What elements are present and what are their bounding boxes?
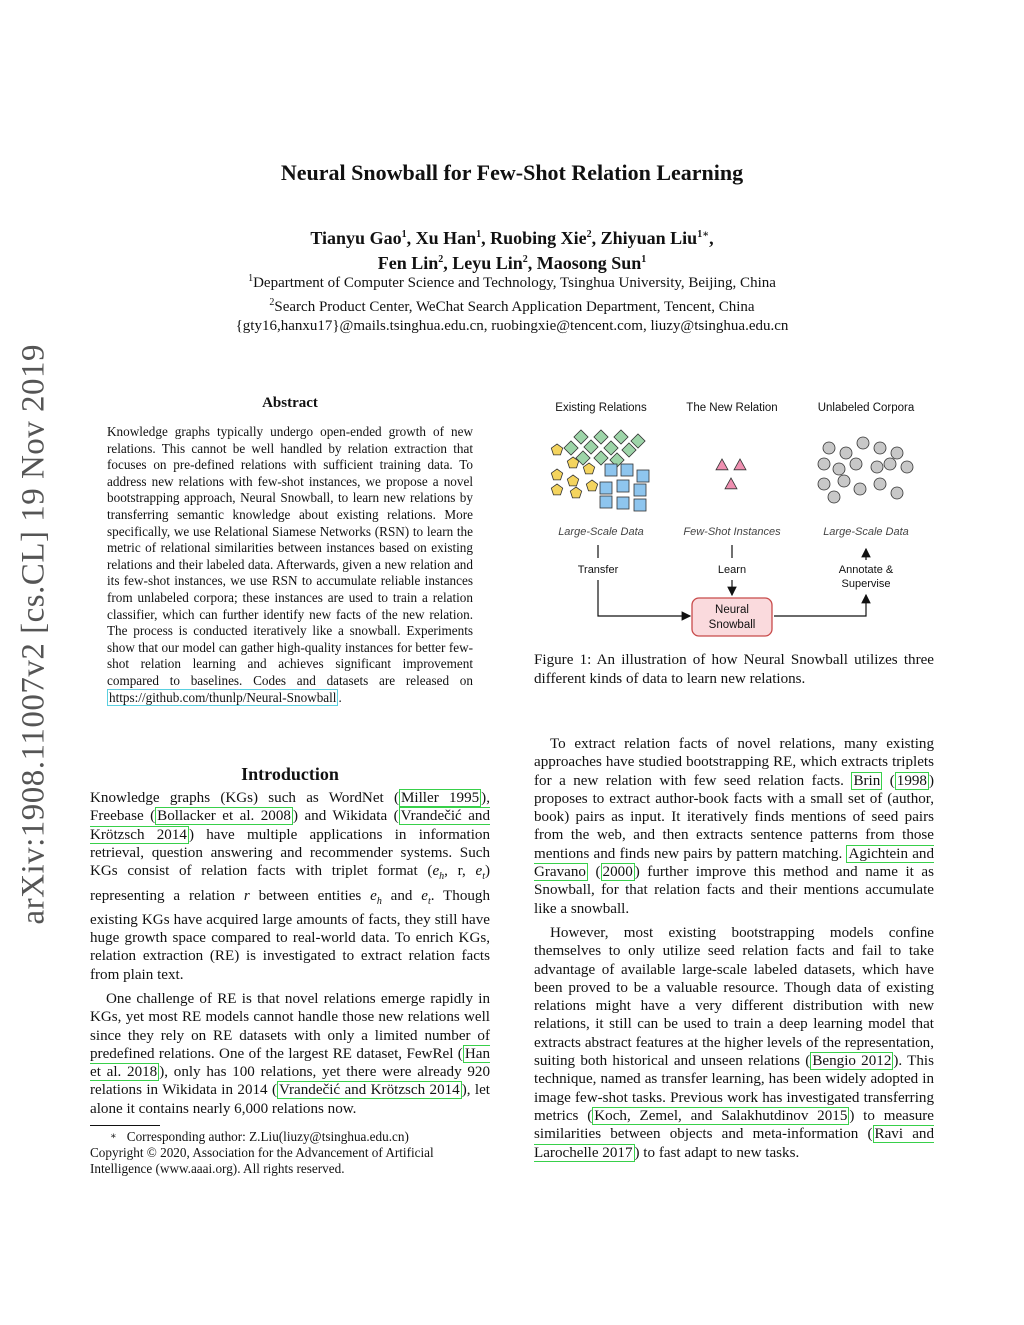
text-run: ) proposes to extract author-book facts with a small set of (author, book) pairs as input. It iteratively finds mentions of seed pairs from the web, and then extracts sentence patterns from those mentions and finds new pairs by pattern matching.: [534, 772, 934, 862]
code-repository-link[interactable]: https://github.com/thunlp/Neural-Snowball: [109, 689, 337, 705]
author-line-2: Fen Lin$^2$, Leyu Lin$^2$, Maosong Sun$^1$: [377, 253, 647, 273]
figure-1-diagram: [534, 390, 934, 640]
citation-link[interactable]: Agichtein and Gravano: [534, 845, 934, 881]
citation-link[interactable]: Vrandečić and Krötzsch 2014: [90, 808, 491, 843]
right-paragraph-2: [534, 924, 934, 1162]
citation-link[interactable]: 2000: [602, 864, 633, 881]
citation-link[interactable]: 1998: [896, 772, 927, 789]
abstract-text: Knowledge graphs typically undergo open-ended growth of new relations. This cannot be well handled by relation extraction that focuses on pre-defined relations with sufficient training data. To address new relations with few-shot instances, we propose a novel bootstrapping approach, Neural Snowball, to learn new relations by transferring semantic knowledge about existing relations. More specifically, we use Relational Siamese Networks (RSN) to learn the metric of relational similarities between instances based on existing relations and their labeled data. Afterwards, given a new relation and its few-shot instances, we use RSN to accumulate reliable instances from unlabeled corpora; these instances are used to train a relation classifier, which can further identify new facts of the new relation. The process is conducted iteratively like a snowball. Experiments show that our model can gather high-quality instances for better few-shot relation learning and achieves significant improvement compared to baselines. Codes and datasets are released on: [107, 424, 473, 688]
citation-link[interactable]: Vrandečić and Krötzsch 2014: [279, 1082, 460, 1099]
triangle-shape: [725, 478, 737, 489]
affiliations: [0, 269, 1024, 336]
pentagon-shape: [586, 480, 597, 491]
square-shape: [621, 464, 633, 476]
circle-shape: [857, 437, 869, 449]
figure-column-header: The New Relation: [686, 402, 778, 414]
right-column-body: [534, 735, 934, 1168]
triangle-shape: [734, 459, 746, 470]
figure-column-header: Existing Relations: [555, 402, 647, 414]
author-name: Xu Han: [415, 228, 477, 248]
author-affiliation-marker: 1∗: [697, 229, 710, 240]
diamond-shape: [594, 430, 608, 444]
text-run: However, most existing bootstrapping models confine themselves to only utilize seed relation facts and fail to take advantage of available large-scale labeled datasets, which have been proved to be a valuable resource. Though data of existing relations might have a very different distribution with new relations, it still can be used to train a deep learning model that extracts abstract features at the higher levels of the representation, suiting both historical and unseen relations (: [534, 924, 934, 1070]
author-list: [0, 224, 1024, 274]
diamond-shape: [584, 440, 598, 454]
footnote-rule: [90, 1125, 160, 1126]
circle-shape: [828, 491, 840, 503]
diamond-shape: [594, 451, 608, 465]
citation-link[interactable]: Miller 1995: [401, 790, 480, 806]
pentagon-shape: [551, 444, 562, 455]
text-run: ) to fast adapt to new tasks.: [634, 1144, 800, 1161]
learn-label: Learn: [717, 564, 747, 576]
copyright-note: Copyright © 2020, Association for the Advancement of Artificial Intelligence (www.aaai.org). All rights reserved.: [90, 1145, 434, 1176]
pentagon-shape: [583, 463, 594, 474]
circle-shape: [884, 458, 896, 470]
neural-snowball-label-line1: Neural: [715, 604, 749, 616]
footnote: [90, 1129, 490, 1177]
circle-shape: [891, 487, 903, 499]
diamond-shape: [614, 430, 628, 444]
citation-link[interactable]: Ravi and Larochelle 2017: [534, 1126, 935, 1161]
figure-1-caption: Figure 1: An illustration of how Neural Snowball utilizes three different kinds of data to learn new relations.: [534, 652, 934, 687]
citation-link[interactable]: Koch, Zemel, and Salakhutdinov 2015: [594, 1107, 848, 1124]
intro-paragraph-2: [90, 990, 490, 1118]
math-expression: $e_h$: [370, 887, 382, 907]
pentagon-shape: [551, 484, 562, 495]
text-run: ) and Wikidata (: [292, 808, 399, 825]
affiliation-2: [0, 293, 1024, 317]
diamond-shape: [622, 443, 636, 457]
pentagon-shape: [551, 469, 562, 480]
author-name: Fen Lin: [377, 253, 439, 273]
text-run: To extract relation facts of novel relations, many existing approaches have studied bootstrapping RE, which extracts triplets for a new relation with few seed relation facts.: [534, 736, 934, 789]
supervise-arrow: [774, 595, 866, 616]
square-shape: [605, 464, 617, 476]
affiliation-1-marker: 1: [248, 273, 254, 284]
text-run: Knowledge graphs (KGs) such as WordNet (: [90, 790, 399, 806]
pentagon-shape: [567, 475, 578, 486]
transfer-label: Transfer: [577, 564, 619, 576]
author-emails: {gty16,hanxu17}@mails.tsinghua.edu.cn, ruobingxie@tencent.com, liuzy@tsinghua.edu.cn: [235, 318, 789, 334]
square-shape: [617, 480, 629, 492]
text-run: ), only has 100 relations, yet there were already 920 relations in Wikidata in 2014 (: [90, 1064, 490, 1099]
author-affiliation-marker: 2: [586, 229, 592, 240]
citation-link[interactable]: Brin: [853, 772, 881, 789]
text-run: . Though existing KGs have acquired large amounts of facts, they still have huge growth space compared to real-world data. To enrich KGs, relation extraction (RE) is investigated to extract relation facts from plain text.: [90, 887, 491, 983]
introduction-body: [90, 789, 490, 1124]
circle-shape: [838, 475, 850, 487]
math-expression: ($e_h$, r, $e_t$): [427, 863, 491, 883]
text-run: ) to measure similarities between objects and meta-information (: [534, 1107, 934, 1143]
circle-shape: [840, 447, 852, 459]
author-affiliation-marker: 1: [641, 254, 647, 265]
diamond-shape: [564, 441, 578, 455]
text-run: One challenge of RE is that novel relations emerge rapidly in KGs, yet most RE models cannot handle those new relations well since they rely on RE datasets with only a limited number of predefined relations. One of the largest RE dataset, FewRel (: [90, 991, 490, 1062]
text-run: representing a relation: [90, 887, 244, 904]
circle-shape: [818, 458, 830, 470]
circle-shape: [818, 478, 830, 490]
diamond-shape: [631, 434, 645, 448]
square-shape: [634, 484, 646, 496]
circle-shape: [871, 461, 883, 473]
affiliation-2-marker: 2: [269, 297, 275, 308]
square-shape: [634, 499, 646, 511]
citation-link[interactable]: Han et al. 2018: [90, 1045, 490, 1081]
transfer-arrow: [598, 580, 690, 616]
introduction-heading: Introduction: [241, 764, 339, 784]
supervise-label: Supervise: [841, 578, 891, 590]
footnote-marker: ∗: [110, 1131, 117, 1142]
text-run: ) further improve this method and name it as Snowball, for that relation facts and their mentions accumulate like a snowball.: [534, 864, 934, 917]
text-run: between entities: [249, 887, 371, 904]
square-shape: [600, 482, 612, 494]
circle-shape: [833, 463, 845, 475]
text-run: and: [381, 887, 422, 904]
abstract-link-suffix: .: [338, 689, 342, 705]
author-affiliation-marker: 1: [476, 229, 482, 240]
affiliation-1-text: Department of Computer Science and Technology, Tsinghua University, Beijing, China: [253, 275, 776, 291]
triangle-shape: [716, 459, 728, 470]
paper-title: Neural Snowball for Few-Shot Relation Learning: [280, 160, 744, 185]
text-run: (: [882, 772, 895, 789]
affiliation-1: [0, 269, 1024, 293]
math-expression: r: [243, 887, 250, 904]
square-shape: [617, 497, 629, 509]
circle-shape: [901, 461, 913, 473]
author-line-1: Tianyu Gao$^1$, Xu Han$^1$, Ruobing Xie$^2$, Zhiyuan Liu$^{1∗}$,: [310, 228, 714, 248]
arxiv-sidebar-id: arXiv:1908.11007v2 [cs.CL] 19 Nov 2019: [15, 343, 52, 925]
right-paragraph-1: [534, 735, 934, 918]
annotate-label: Annotate &: [838, 564, 894, 576]
intro-paragraph-1: [90, 789, 490, 984]
circle-shape: [874, 442, 886, 454]
author-name: Leyu Lin: [452, 253, 523, 273]
math-expression: $e_t$: [421, 887, 431, 907]
author-name: Zhiyuan Liu: [600, 228, 698, 248]
author-affiliation-marker: 1: [401, 229, 407, 240]
abstract-body: [107, 424, 473, 706]
text-run: (: [587, 864, 601, 881]
neural-snowball-label-line2: Snowball: [708, 619, 756, 631]
circle-shape: [850, 458, 862, 470]
diamond-shape: [604, 441, 618, 455]
abstract-heading: Abstract: [262, 395, 318, 411]
circle-shape: [854, 483, 866, 495]
square-shape: [600, 496, 612, 508]
author-affiliation-marker: 2: [522, 254, 528, 265]
text-run: ), Freebase (: [90, 790, 490, 825]
author-affiliation-marker: 2: [438, 254, 444, 265]
figure-sublabel: Large-Scale Data: [558, 526, 644, 538]
figure-sublabel: Large-Scale Data: [823, 526, 909, 538]
circle-shape: [823, 442, 835, 454]
figure-column-header: Unlabeled Corpora: [817, 402, 915, 414]
author-name: Ruobing Xie: [490, 228, 587, 248]
circle-shape: [891, 447, 903, 459]
citation-link[interactable]: Bollacker et al. 2008: [157, 808, 291, 825]
text-run: ). This technique, named as transfer learning, has been widely adopted in image few-shot tasks. Previous work has investigated transferring metrics (: [534, 1053, 934, 1124]
author-name: Tianyu Gao: [310, 228, 402, 248]
diamond-shape: [574, 430, 588, 444]
circle-shape: [874, 478, 886, 490]
citation-link[interactable]: Bengio 2012: [812, 1053, 892, 1070]
affiliation-2-text: Search Product Center, WeChat Search Application Department, Tencent, China: [274, 299, 755, 315]
pentagon-shape: [570, 487, 581, 498]
figure-sublabel: Few-Shot Instances: [683, 526, 781, 538]
corresponding-author-text: Corresponding author: Z.Liu(liuzy@tsinghua.edu.cn): [126, 1129, 409, 1144]
text-run: ) have multiple applications in information retrieval, question answering and recommender systems. Such KGs consist of relation facts with triplet format: [90, 826, 490, 880]
author-name: Maosong Sun: [536, 253, 642, 273]
square-shape: [637, 470, 649, 482]
corresponding-author-note: [90, 1129, 490, 1145]
text-run: ), let alone it contains nearly 6,000 relations now.: [90, 1082, 490, 1117]
